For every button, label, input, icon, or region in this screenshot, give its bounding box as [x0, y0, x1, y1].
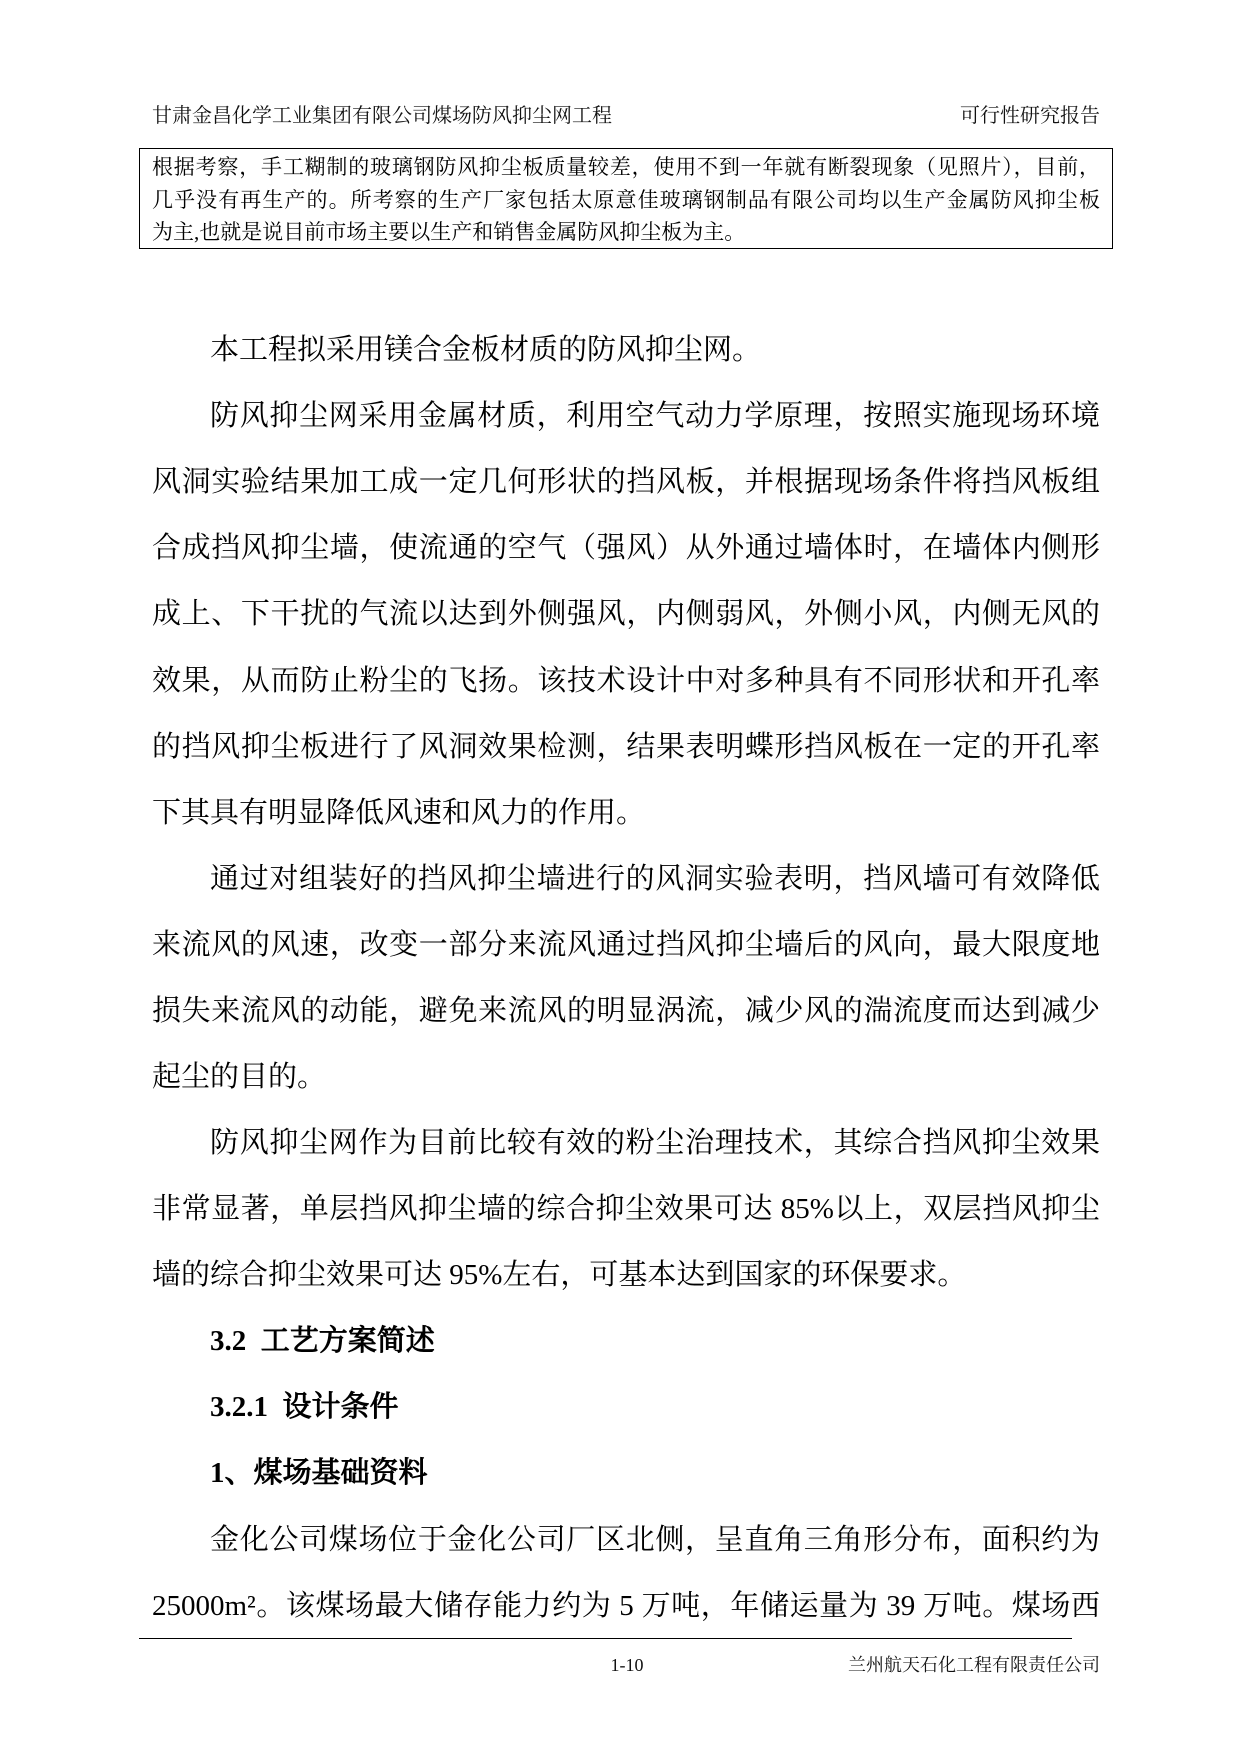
note-box: [139, 148, 1113, 249]
paragraph-line: 防风抑尘网作为目前比较有效的粉尘治理技术，其综合挡风抑尘效果: [210, 1127, 1100, 1159]
note-line: 几乎没有再生产的。所考察的生产厂家包括太原意佳玻璃钢制品有限公司均以生产金属防风抑尘板: [152, 188, 1100, 212]
header-report-type: 可行性研究报告: [960, 105, 1100, 127]
page-number: 1-10: [610, 1655, 644, 1675]
footer-company: 兰州航天石化工程有限责任公司: [848, 1655, 1100, 1675]
page-header: [152, 102, 1100, 130]
note-line: 根据考察，手工糊制的玻璃钢防风抑尘板质量较差，使用不到一年就有断裂现象（见照片），目前，: [152, 155, 1100, 179]
paragraph-line: 风洞实验结果加工成一定几何形状的挡风板，并根据现场条件将挡风板组: [152, 466, 1100, 498]
paragraph-line: 金化公司煤场位于金化公司厂区北侧，呈直角三角形分布，面积约为: [210, 1524, 1100, 1556]
paragraph-line: 来流风的风速，改变一部分来流风通过挡风抑尘墙后的风向，最大限度地: [152, 929, 1100, 961]
paragraph-line: 成上、下干扰的气流以达到外侧强风，内侧弱风，外侧小风，内侧无风的: [152, 598, 1100, 630]
subsection-heading: 3.2.1 设计条件: [210, 1391, 399, 1423]
item-heading: 1、煤场基础资料: [210, 1457, 428, 1489]
header-project-title: 甘肃金昌化学工业集团有限公司煤场防风抑尘网工程: [152, 105, 612, 127]
paragraph-line: 起尘的目的。: [152, 1061, 327, 1093]
paragraph-line: 下其具有明显降低风速和风力的作用。: [152, 797, 646, 829]
note-line: 为主,也就是说目前市场主要以生产和销售金属防风抑尘板为主。: [152, 220, 746, 244]
paragraph-line: 损失来流风的动能，避免来流风的明显涡流，减少风的湍流度而达到减少: [152, 995, 1100, 1027]
paragraph-line: 效果，从而防止粉尘的飞扬。该技术设计中对多种具有不同形状和开孔率: [152, 665, 1100, 697]
paragraph-line: 墙的综合抑尘效果可达 95%左右，可基本达到国家的环保要求。: [152, 1259, 967, 1291]
paragraph-line: 防风抑尘网采用金属材质，利用空气动力学原理，按照实施现场环境: [210, 400, 1100, 432]
section-heading: 3.2 工艺方案简述: [210, 1325, 435, 1357]
paragraph-line: 25000m²。该煤场最大储存能力约为 5 万吨，年储运量为 39 万吨。煤场西: [152, 1590, 1100, 1622]
paragraph-line: 的挡风抑尘板进行了风洞效果检测，结果表明蝶形挡风板在一定的开孔率: [152, 731, 1100, 763]
paragraph-line: 通过对组装好的挡风抑尘墙进行的风洞实验表明，挡风墙可有效降低: [210, 863, 1100, 895]
footer-rule: [139, 1638, 1072, 1639]
paragraph-line: 非常显著，单层挡风抑尘墙的综合抑尘效果可达 85%以上，双层挡风抑尘: [152, 1193, 1100, 1225]
paragraph-line: 合成挡风抑尘墙，使流通的空气（强风）从外通过墙体时，在墙体内侧形: [152, 532, 1100, 564]
paragraph-line: 本工程拟采用镁合金板材质的防风抑尘网。: [210, 334, 762, 366]
